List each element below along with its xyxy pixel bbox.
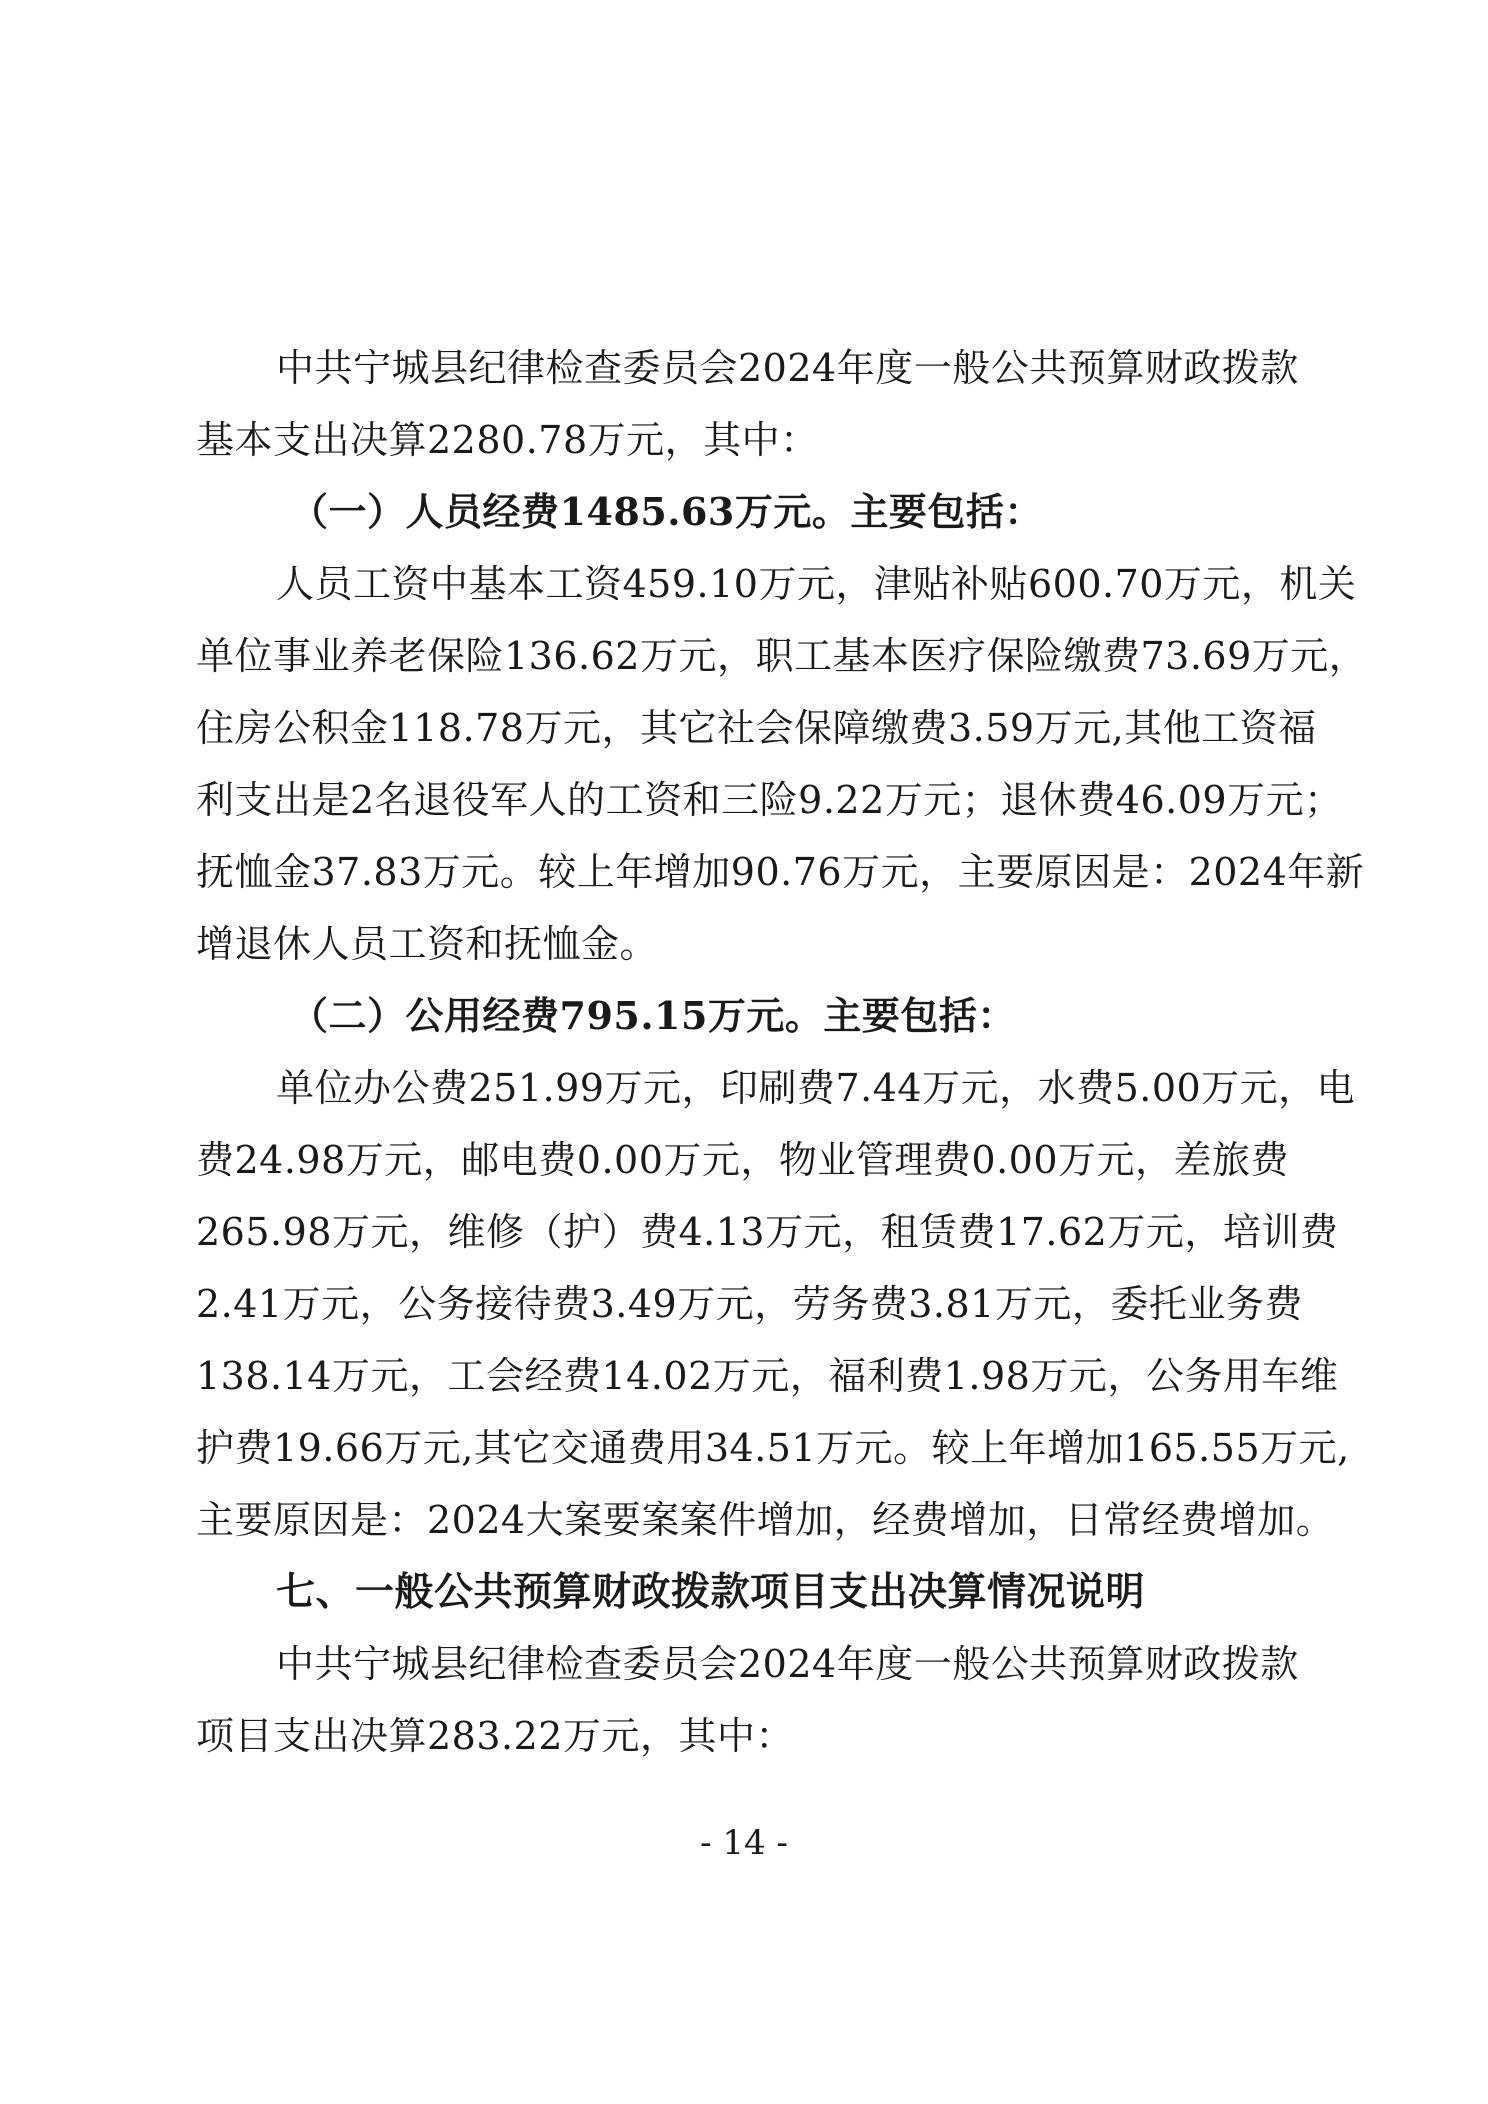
paragraph-public-line-2: 费24.98万元，邮电费0.00万元，物业管理费0.00万元，差旅费 (196, 1138, 1290, 1182)
paragraph-public-line-6: 护费19.66万元,其它交通费用34.51万元。较上年增加165.55万元, (196, 1426, 1350, 1470)
paragraph-personnel-line-3: 住房公积金118.78万元，其它社会保障缴费3.59万元,其他工资福 (196, 706, 1317, 750)
paragraph-public-line-3: 265.98万元，维修（护）费4.13万元，租赁费17.62万元，培训费 (196, 1210, 1339, 1254)
section-title-project-expenditure: 七、一般公共预算财政拨款项目支出决算情况说明 (276, 1569, 1146, 1615)
paragraph-personnel-line-2: 单位事业养老保险136.62万元，职工基本医疗保险缴费73.69万元， (196, 634, 1368, 678)
heading-personnel-expenses: （一）人员经费1485.63万元。主要包括： (290, 489, 1043, 534)
paragraph-personnel-line-6: 增退休人员工资和抚恤金。 (196, 922, 659, 966)
heading-public-expenses: （二）公用经费795.15万元。主要包括： (290, 993, 1016, 1038)
paragraph-public-line-5: 138.14万元，工会经费14.02万元，福利费1.98万元，公务用车维 (196, 1354, 1339, 1398)
paragraph-basic-total-line-2: 基本支出决算2280.78万元，其中： (196, 418, 819, 462)
paragraph-basic-total-line-1: 中共宁城县纪律检查委员会2024年度一般公共预算财政拨款 (276, 346, 1299, 390)
paragraph-project-line-2: 项目支出决算283.22万元，其中： (196, 1714, 794, 1758)
paragraph-project-line-1: 中共宁城县纪律检查委员会2024年度一般公共预算财政拨款 (276, 1642, 1299, 1686)
paragraph-public-line-7: 主要原因是：2024大案要案案件增加，经费增加，日常经费增加。 (196, 1498, 1335, 1542)
paragraph-personnel-line-1: 人员工资中基本工资459.10万元，津贴补贴600.70万元，机关 (276, 562, 1357, 606)
paragraph-personnel-line-5: 抚恤金37.83万元。较上年增加90.76万元，主要原因是：2024年新 (196, 850, 1365, 894)
paragraph-public-line-4: 2.41万元，公务接待费3.49万元，劳务费3.81万元，委托业务费 (196, 1282, 1303, 1326)
paragraph-public-line-1: 单位办公费251.99万元，印刷费7.44万元，水费5.00万元，电 (276, 1066, 1356, 1110)
page-number: - 14 - (700, 1823, 788, 1863)
paragraph-personnel-line-4: 利支出是2名退役军人的工资和三险9.22万元；退休费46.09万元； (196, 778, 1343, 822)
